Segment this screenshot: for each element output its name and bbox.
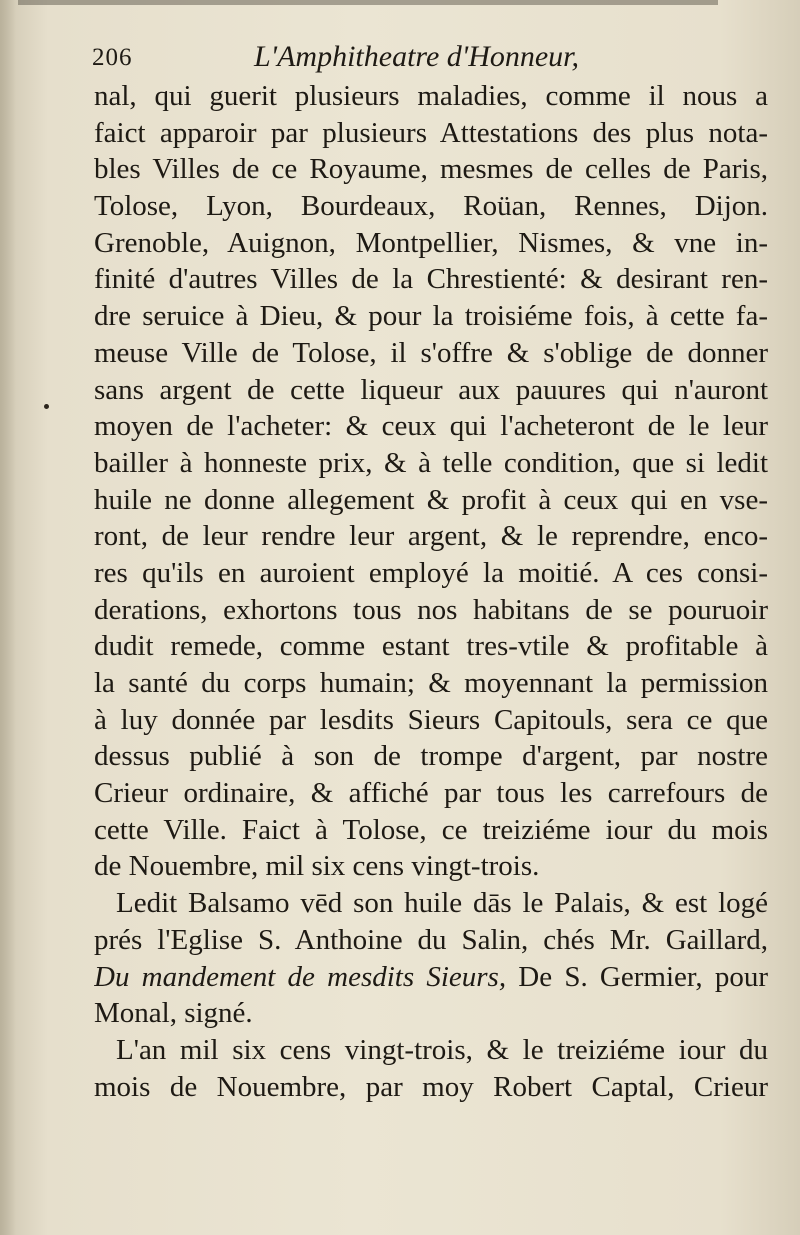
text-line: finité d'autres Villes de la Chrestienté: & desirant ren- bbox=[94, 263, 768, 296]
text-line: prés l'Eglise S. Anthoine du Salin, chés Mr. Gaillard, bbox=[94, 923, 768, 956]
plain-phrase: De S. Germier, pour bbox=[506, 960, 768, 993]
text-line: Ledit Balsamo vēd son huile dās le Palais, & est logé bbox=[116, 887, 768, 920]
text-line: dre seruice à Dieu, & pour la troisiéme fois, à cette fa- bbox=[94, 300, 768, 333]
text-line: mois de Nouembre, par moy Robert Captal, Crieur bbox=[94, 1070, 768, 1103]
text-line: dessus publié à son de trompe d'argent, par nostre bbox=[94, 740, 768, 773]
top-edge-rule bbox=[18, 0, 718, 5]
text-line: bles Villes de ce Royaume, mesmes de celles de Paris, bbox=[94, 153, 768, 186]
text-line: huile ne donne allegement & profit à ceux qui en vse- bbox=[94, 483, 768, 516]
text-line: derations, exhortons tous nos habitans de se pouruoir bbox=[94, 593, 768, 626]
text-line: meuse Ville de Tolose, il s'offre & s'oblige de donner bbox=[94, 336, 768, 369]
text-line: Tolose, Lyon, Bourdeaux, Roüan, Rennes, Dijon. bbox=[94, 190, 768, 223]
text-line: Crieur ordinaire, & affiché par tous les carrefours de bbox=[94, 777, 768, 810]
page-number: 206 bbox=[92, 44, 133, 71]
page-header bbox=[92, 40, 712, 80]
text-line: L'an mil six cens vingt-trois, & le treiziéme iour du bbox=[116, 1033, 768, 1066]
running-title: L'Amphitheatre d'Honneur, bbox=[254, 40, 580, 73]
text-line: dudit remede, comme estant tres-vtile & profitable à bbox=[94, 630, 768, 663]
text-line: à luy donnée par lesdits Sieurs Capitouls, sera ce que bbox=[94, 703, 768, 736]
text-line: sans argent de cette liqueur aux pauures qui n'auront bbox=[94, 373, 768, 406]
text-line: la santé du corps humain; & moyennant la permission bbox=[94, 667, 768, 699]
text-line bbox=[94, 959, 768, 996]
margin-ink-dot bbox=[44, 404, 49, 409]
italic-phrase: Du mandement de mesdits Sieurs, bbox=[94, 960, 507, 993]
text-line: faict apparoir par plusieurs Attestations des plus nota- bbox=[94, 116, 768, 149]
page-gutter-shadow bbox=[0, 0, 16, 1235]
text-line: ront, de leur rendre leur argent, & le reprendre, enco- bbox=[94, 520, 768, 553]
text-line: cette Ville. Faict à Tolose, ce treiziéme iour du mois bbox=[94, 813, 768, 846]
text-line: Monal, signé. bbox=[94, 997, 253, 1030]
text-line: bailler à honneste prix, & à telle condition, que si ledit bbox=[94, 446, 768, 479]
text-line: de Nouembre, mil six cens vingt-trois. bbox=[94, 850, 540, 883]
text-line: res qu'ils en auroient employé la moitié. A ces consi- bbox=[94, 556, 768, 589]
text-line: Grenoble, Auignon, Montpellier, Nismes, & vne in- bbox=[94, 226, 768, 259]
text-line: nal, qui guerit plusieurs maladies, comme il nous a bbox=[94, 80, 768, 112]
text-line: moyen de l'acheter: & ceux qui l'acheteront de le leur bbox=[94, 410, 768, 443]
body-text bbox=[94, 78, 768, 1105]
